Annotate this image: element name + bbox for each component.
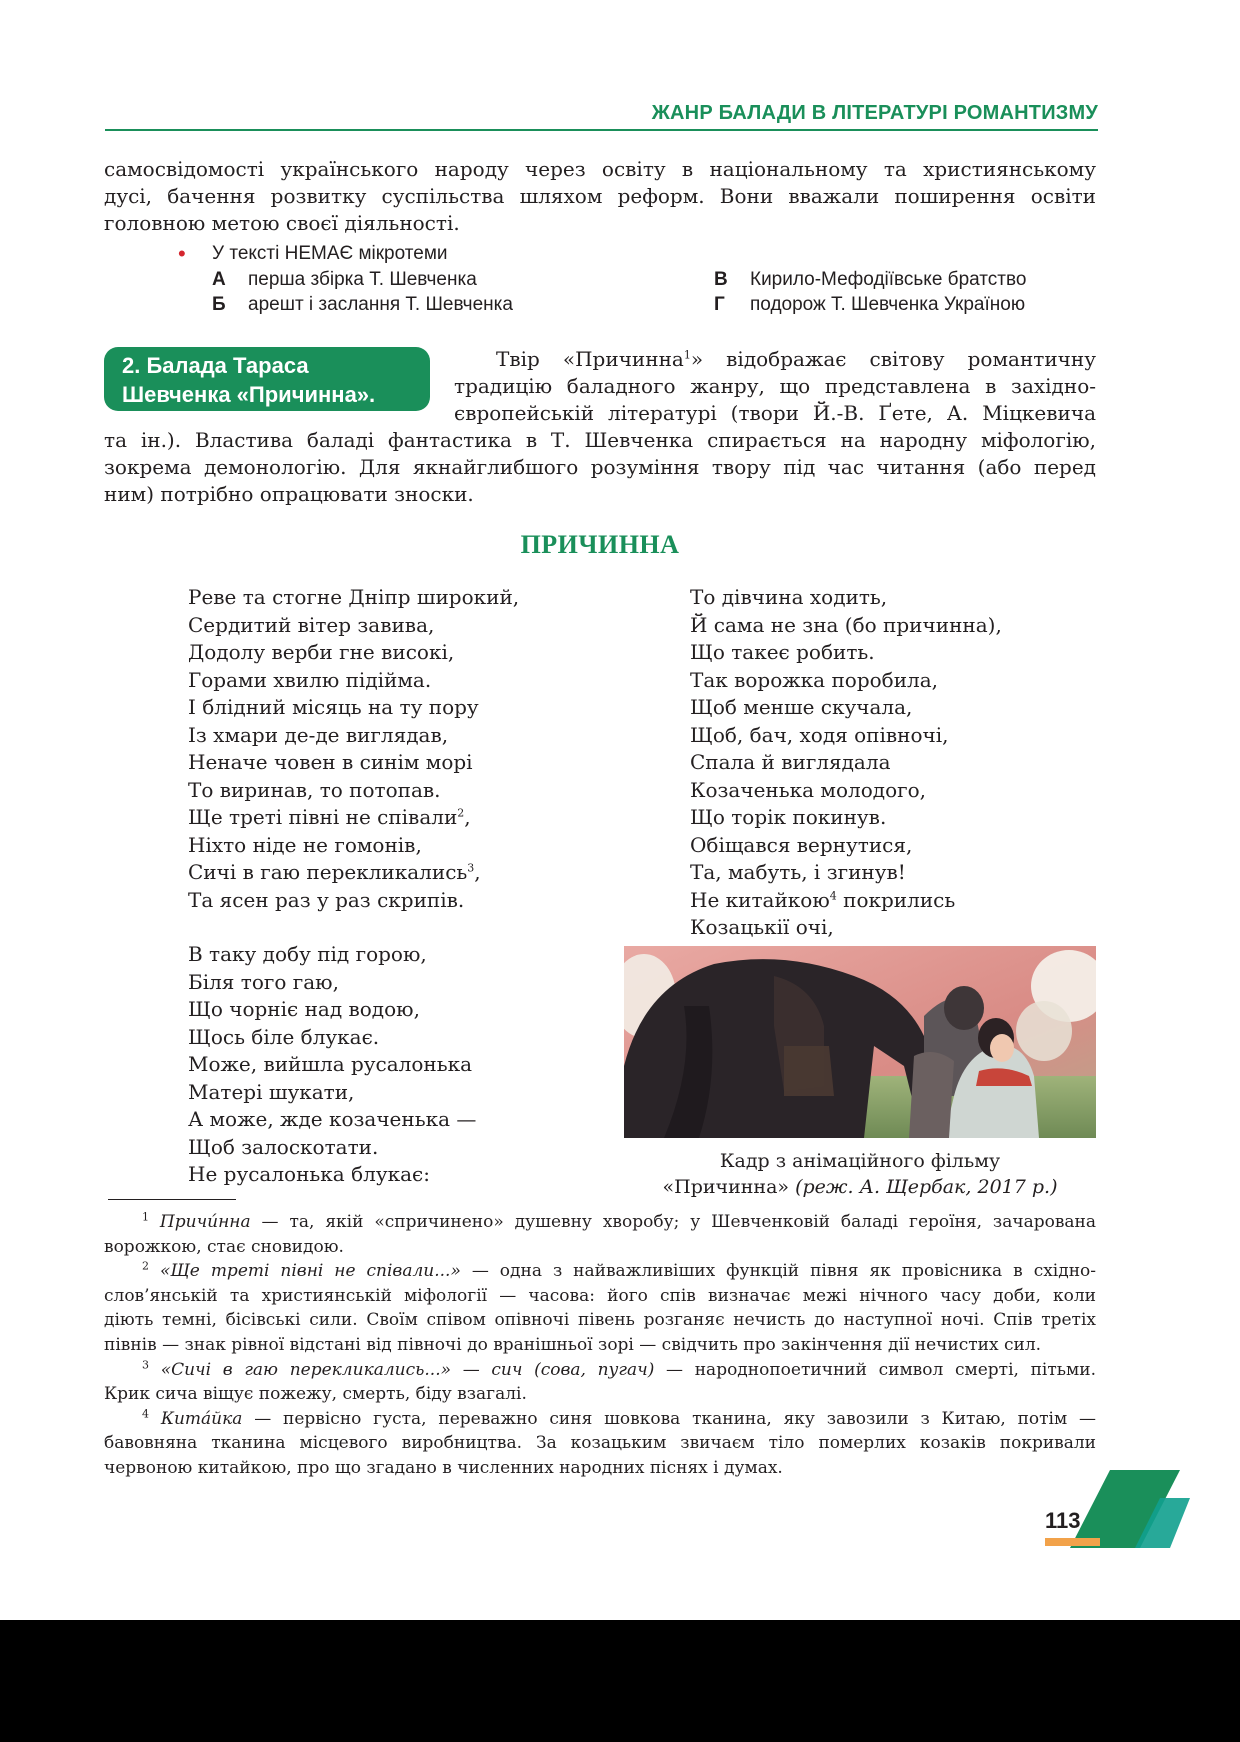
poem-line: Реве та стогне Дніпр широкий,: [188, 585, 520, 609]
footnote-4: [104, 1407, 1096, 1432]
text-line: дусі, бачення розвитку суспільства шляхом реформ. Вони вважали поширення освіти: [104, 184, 1096, 208]
option-letter: В: [714, 269, 728, 290]
footnote-term: «Ще треті півні не співали...»: [159, 1261, 461, 1282]
film-still-image: [624, 946, 1096, 1138]
option-letter: Б: [212, 294, 226, 315]
poem-line: Може, вийшла русалонька: [188, 1052, 473, 1076]
poem-line: Біля того гаю,: [188, 969, 339, 994]
footnote-ref: 2: [457, 806, 465, 820]
poem-line: Сердитий вітер завива,: [188, 612, 435, 637]
caption-line: [600, 1174, 1120, 1200]
poem-line: [188, 859, 519, 887]
bullet-icon: •: [178, 241, 186, 266]
section-paragraph-top: [454, 346, 1096, 427]
footnote-2: [104, 1259, 1096, 1284]
footnote-line: півнів — знак рівної відстані від півночі до вранішньої зорі — свідчить про закінчення дії нечистих сил.: [104, 1334, 1042, 1355]
text-span: » відображає світову романтичну: [690, 347, 1096, 371]
footnote-ref: 4: [829, 888, 837, 902]
poem-line: Щоб менше скучала,: [690, 695, 913, 719]
text-line: [454, 346, 1096, 373]
footnote-term: «Сичі в гаю перекликались...»: [160, 1359, 452, 1380]
footnote-1: [104, 1210, 1096, 1235]
poem-line: Та ясен раз у раз скрипів.: [188, 887, 465, 912]
quiz-option: [714, 269, 1026, 291]
quiz-option: [212, 269, 477, 291]
option-letter: Г: [714, 294, 725, 315]
poem-line: То виринав, то потопав.: [188, 777, 441, 802]
poem-line: Горами хвилю підійма.: [188, 667, 432, 692]
footnote-term: (сова, пугач): [534, 1359, 655, 1380]
poem-line: Щось біле блукає.: [188, 1024, 380, 1049]
caption-credit: (реж. А. Щербак, 2017 р.): [795, 1176, 1058, 1198]
footnote-term: Причи́нна: [159, 1212, 251, 1232]
intro-paragraph: [104, 156, 1096, 237]
poem-line: Козацькії очі,: [690, 915, 834, 939]
footnote-3: [104, 1358, 1096, 1383]
page-number: 113: [1045, 1508, 1081, 1533]
footnote-number: 2: [142, 1259, 149, 1273]
text-span: — первісно густа, переважно синя шовкова тканина, яку завозили з Китаю, потім —: [242, 1408, 1097, 1429]
footnote-term: Кита́йка: [160, 1408, 243, 1429]
footnote-line: Крик сича віщує пожежу, смерть, біду взагалі.: [104, 1384, 527, 1405]
text-line: європейській літературі (твори Й.-В. Ґете, А. Міцкевича: [454, 401, 1096, 425]
poem-line: [690, 887, 1002, 915]
footnote-line: слов’янській та християнській міфології — часова: його спів визначає межі нічного часу доби, коли: [104, 1285, 1096, 1306]
text-span: Твір «Причинна: [496, 347, 684, 371]
image-caption: [600, 1148, 1120, 1200]
text-line: зокрема демонологію. Для якнайглибшого розуміння твору під час читання (або перед: [104, 455, 1096, 479]
poem-line: Неначе човен в синім морі: [188, 750, 473, 774]
poem-stanza-1: [188, 584, 519, 914]
poem-line: Із хмари де-де виглядав,: [188, 722, 449, 747]
film-still-illustration: [624, 946, 1096, 1138]
poem-line: А може, жде козаченька —: [188, 1107, 477, 1131]
option-text: Кирило-Мефодіївське братство: [750, 269, 1027, 290]
poem-line: Щоб залоскотати.: [188, 1134, 379, 1159]
poem-line: Й сама не зна (бо причинна),: [690, 612, 1002, 637]
poem-line: Що торік покинув.: [690, 805, 887, 829]
running-header: ЖАНР БАЛАДИ В ЛІТЕРАТУРІ РОМАНТИЗМУ: [651, 102, 1098, 124]
option-text: арешт і заслання Т. Шевченка: [248, 294, 513, 315]
footnote-line: ворожкою, стає сновидою.: [104, 1236, 344, 1257]
text-span: — одна з найважливіших функцій півня як провісника в східно-: [460, 1261, 1097, 1282]
footnotes: [104, 1210, 1096, 1481]
poem-line: Матері шукати,: [188, 1079, 355, 1104]
footnote-ref: 3: [467, 861, 475, 875]
poem-line: Ніхто ніде не гомонів,: [188, 832, 422, 857]
text-span: Не китайкою: [690, 887, 830, 912]
poem-line: Обіщався вернутися,: [690, 832, 913, 857]
section-heading-line: 2. Балада Тараса: [122, 353, 309, 378]
footnote-line: бавовняна тканина місцевого виробництва. За козацьким звичаєм тіло померлих козаків покривали: [104, 1433, 1096, 1454]
footnote-divider: [108, 1199, 236, 1200]
poem-line: В таку добу під горою,: [188, 942, 427, 966]
quiz-option: [212, 294, 513, 316]
text-span: ,: [474, 860, 481, 884]
poem-stanza-3: [690, 584, 1002, 942]
text-span: ,: [464, 805, 471, 829]
poem-line: Що такеє робить.: [690, 640, 875, 664]
poem-line: Так ворожка поробила,: [690, 667, 939, 692]
text-span: — народнопоетичний символ смерті, пітьми.: [654, 1359, 1096, 1380]
footnote-number: 3: [142, 1357, 149, 1371]
poem-title: ПРИЧИННА: [520, 530, 680, 559]
text-span: Ще треті півні не співали: [188, 805, 458, 829]
poem-line: Щоб, бач, ходя опівночі,: [690, 722, 949, 747]
text-line: ним) потрібно опрацювати зноски.: [104, 482, 474, 506]
section-heading-badge: [104, 347, 430, 411]
text-span: покрились: [836, 887, 956, 912]
section-heading-line: Шевченка «Причинна».: [122, 382, 376, 407]
quiz-question: У тексті НЕМАЄ мікротеми: [212, 243, 448, 264]
text-line: самосвідомості українського народу через освіту в національному та християнському: [104, 157, 1096, 181]
poem-line: Спала й виглядала: [690, 750, 891, 774]
poem-line: Козаченька молодого,: [690, 777, 926, 802]
option-letter: А: [212, 269, 226, 290]
poem-line: Додолу верби гне високі,: [188, 640, 455, 664]
quiz-option: [714, 294, 1025, 316]
poem-line: То дівчина ходить,: [690, 585, 888, 609]
text-span: Сичі в гаю перекликались: [188, 860, 468, 884]
poem-line: Що чорніє над водою,: [188, 997, 420, 1021]
footnote-term: — сич: [451, 1359, 535, 1380]
poem-stanza-2: [188, 941, 476, 1189]
footnote-line: діють темні, бісівські сили. Своїм співом опівночі півень розганяє нечисть до наступної ночі. Спів третіх: [104, 1310, 1096, 1331]
option-text: перша збірка Т. Шевченка: [248, 269, 477, 290]
footnote-line: червоною китайкою, про що згадано в численних народних піснях і думах.: [104, 1457, 783, 1478]
text-line: традицію баладного жанру, що представлена в західно-: [454, 374, 1096, 398]
section-paragraph-bottom: [104, 427, 1096, 508]
text-span: — та, якій «спричинено» душевну хворобу; у Шевченковій баладі героїня, зачарована: [250, 1212, 1097, 1232]
text-span: «Причинна»: [662, 1176, 796, 1198]
poem-line: Не русалонька блукає:: [188, 1162, 430, 1186]
text-line: та ін.). Властива баладі фантастика в Т. Шевченка спирається на народну міфологію,: [104, 428, 1096, 452]
poem-line: Та, мабуть, і згинув!: [690, 860, 906, 884]
footnote-ref: 1: [683, 348, 691, 362]
header-rule: [105, 129, 1098, 131]
poem-line: І блідний місяць на ту пору: [188, 695, 479, 719]
text-line: головною метою своєї діяльності.: [104, 211, 460, 235]
footnote-number: 4: [142, 1407, 149, 1421]
caption-line: Кадр з анімаційного фільму: [719, 1150, 1001, 1172]
poem-line: [188, 804, 519, 832]
option-text: подорож Т. Шевченка Україною: [750, 294, 1026, 315]
footnote-number: 1: [142, 1210, 149, 1224]
